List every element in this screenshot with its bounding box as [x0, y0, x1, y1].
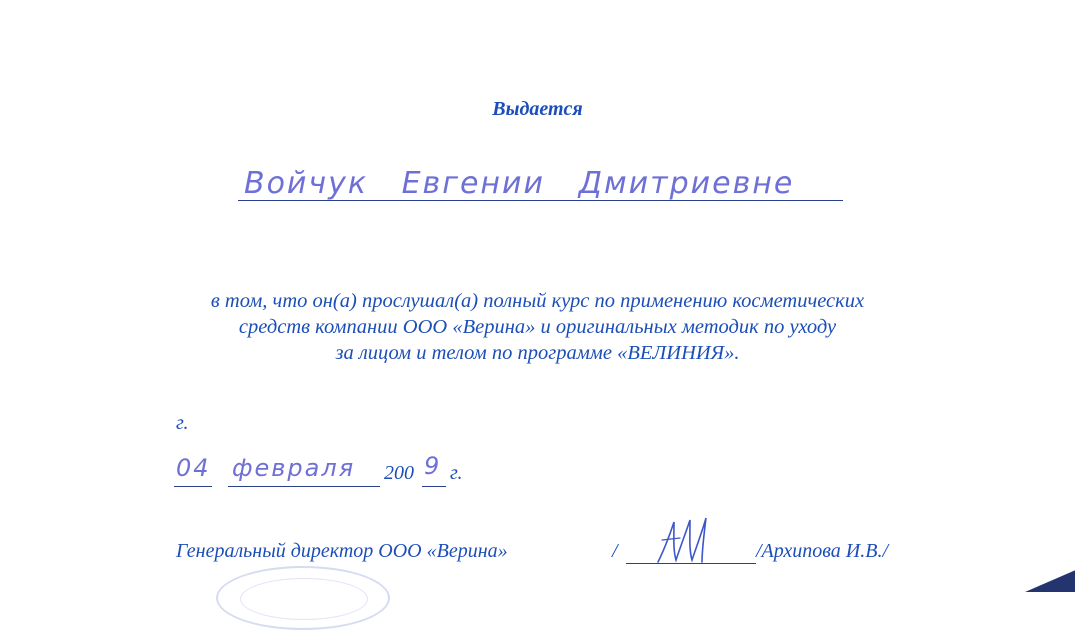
certificate-title: Выдается [492, 98, 583, 120]
date-day-line [174, 486, 212, 487]
date-year-digit-line [422, 486, 446, 487]
handwritten-signature [640, 510, 730, 570]
body-line-2: средств компании ООО «Верина» и оригинальных методик по уходу [238, 316, 837, 338]
city-label: г. [176, 412, 189, 434]
signatory-position: Генеральный директор ООО «Верина» [176, 540, 508, 562]
stamp-inner-ring [240, 578, 368, 620]
date-year-digit: 9 [424, 452, 442, 480]
corner-mark [1015, 562, 1075, 592]
recipient-name-line [238, 200, 843, 201]
signature-row [0, 520, 1075, 585]
date-day: 04 [176, 454, 211, 482]
certificate-body [0, 288, 1075, 366]
body-line-3: за лицом и телом по программе «ВЕЛИНИЯ». [335, 342, 740, 364]
recipient-name: Войчук Евгении Дмитриевне [244, 166, 795, 201]
date-year-suffix: г. [450, 462, 463, 484]
body-line-1: в том, что он(а) прослушал(а) полный курс по применению косметических [210, 290, 865, 312]
signatory-name: /Архипова И.В./ [756, 540, 889, 562]
signature-slash: / [612, 540, 618, 562]
date-year-prefix: 200 [384, 462, 414, 484]
issue-date [0, 448, 1075, 498]
date-month-line [228, 486, 380, 487]
date-month: февраля [232, 454, 356, 482]
